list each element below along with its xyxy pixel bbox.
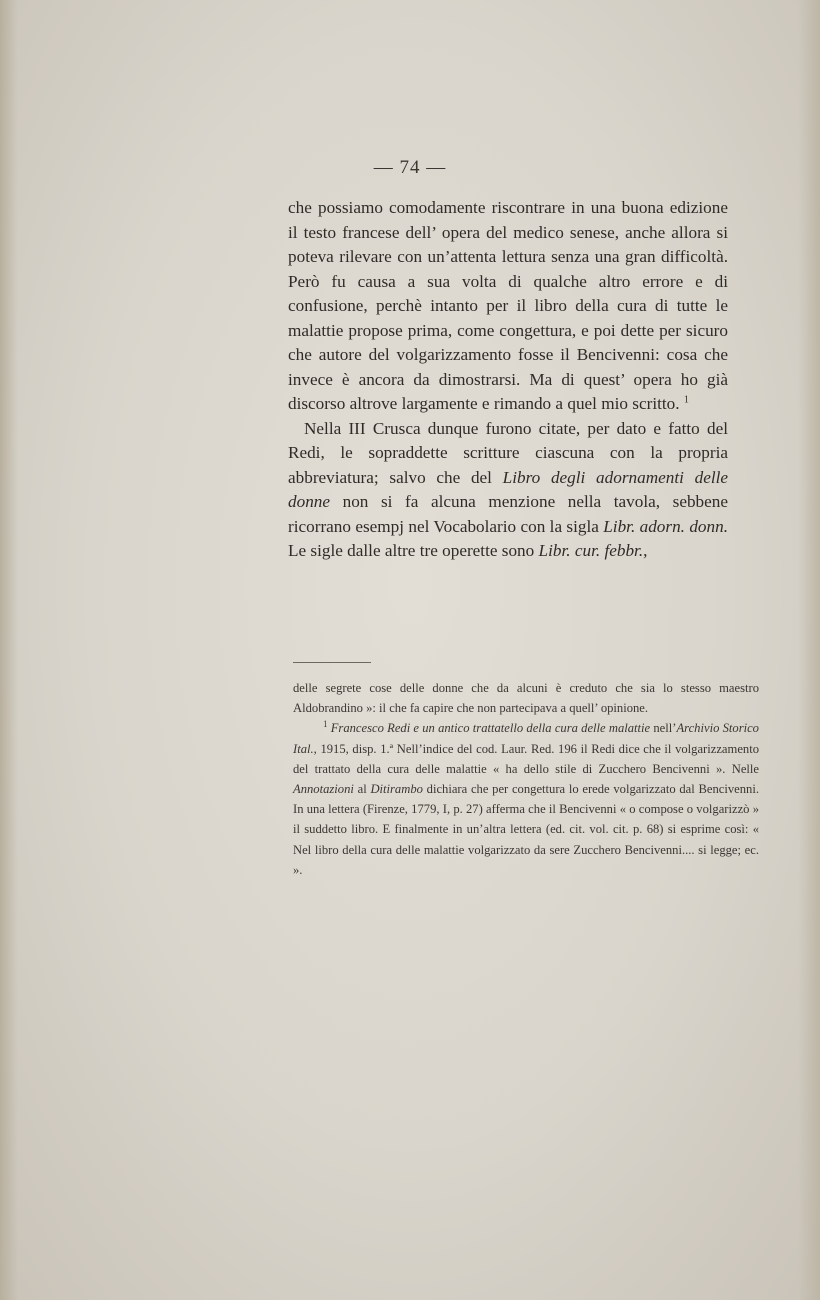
paragraph-2-text-a: Nella III Crusca dunque furono citate, per dato e fatto del Redi, le sopraddette scritture ciascuna con la propria abbreviatura; salvo che del xyxy=(288,418,728,487)
paragraph-2 xyxy=(288,417,728,564)
sigla-febbr: Libr. cur. febbr. xyxy=(538,541,644,560)
footnote-1 xyxy=(293,718,759,880)
footnote-1-text-c: al xyxy=(357,782,367,797)
book-title-italic: Libro degli adornamenti delle donne xyxy=(288,467,729,511)
page-number: — 74 — xyxy=(373,157,447,178)
sigla-adorn: Libr. adorn. donn. xyxy=(603,516,728,536)
footnote-reference: 1 xyxy=(683,394,689,406)
footnote-continued: delle segrete cose delle donne che da alcuni è creduto che sia lo stesso maestro Aldobrandino »: il che fa capire che non partecipava a quell’ opinione. xyxy=(293,681,759,716)
footnote-1-ditirambo: Ditirambo xyxy=(370,782,423,797)
paragraph-2-text-b: non si fa alcuna menzione nella tavola, sebbene ricorrano esempj nel Vocabolario con la sigla xyxy=(288,492,729,536)
footnote-1-mark: 1 xyxy=(323,719,328,730)
footnote-1-title: Francesco Redi e un antico trattatello della cura delle malattie xyxy=(330,721,651,736)
footnote-separator xyxy=(293,662,371,663)
paragraph-1-text: che possiamo comodamente riscontrare in una buona edizione il testo francese dell’ opera del medico senese, anche allora si poteva rilevare con un’attenta lettura senza una gran difficoltà. Però fu causa a sua volta di qualche altro errore e di confusione, perchè intanto per il libro della cura di tutte le malattie propose prima, come congettura, e poi dette per sicuro che autore del volgarizzamento fosse il Bencivenni: cosa che invece è ancora da dimostrarsi. Ma di quest’ opera ho già discorso altrove largamente e rimando a quel mio scritto. xyxy=(288,198,728,413)
footnote-1-text-a: nell’ xyxy=(653,721,677,736)
page-right-edge xyxy=(798,0,820,1300)
footnote-1-journal: Archivio Storico Ital. xyxy=(293,721,759,756)
footnote-1-text-d: dichiara che per congettura lo erede volgarizzato dal Bencivenni. In una lettera (Firenze, 1779, I, p. 27) afferma che il Bencivenni « o compose o volgarizzò » il suddetto libro. E finalmente in un’altra lettera (ed. cit. vol. cit. p. 68) si esprime così: « Nel libro della cura delle malattie volgarizzato da sere Zucchero Bencivenni.... si legge; ec. ». xyxy=(293,782,759,877)
paragraph-1 xyxy=(288,196,728,417)
footnote-1-text-b: , 1915, disp. 1.ª Nell’indice del cod. Laur. Red. 196 il Redi dice che il volgarizzamento del trattato della cura delle malattie « ha dello stile di Zucchero Bencivenni ». Nelle xyxy=(293,741,759,776)
paragraph-2-text-c: Le sigle dalle altre tre operette sono xyxy=(288,541,535,560)
footnote-1-annotazioni: Annotazioni xyxy=(293,782,354,797)
footnotes xyxy=(293,678,759,880)
main-text xyxy=(288,196,728,564)
paragraph-2-end: , xyxy=(643,541,648,560)
page-left-edge xyxy=(0,0,18,1300)
